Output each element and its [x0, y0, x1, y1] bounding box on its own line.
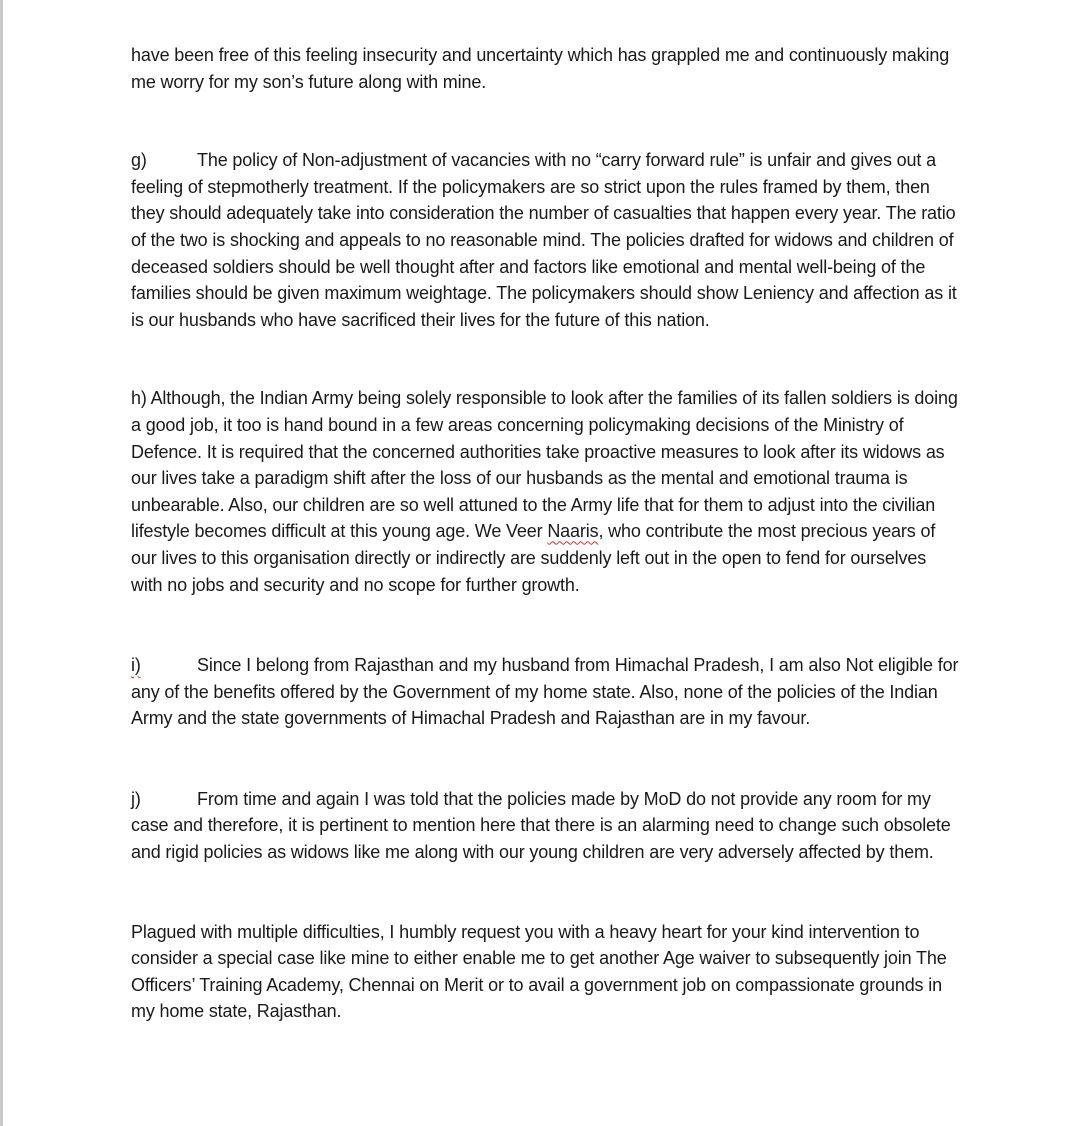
paragraph-text: have been free of this feeling insecurity and uncertainty which has grappled me and continuously making me worry for my son’s future along with mine. — [131, 45, 950, 92]
paragraph-text: Plagued with multiple difficulties, I humbly request you with a heavy heart for your kind intervention to consider a special case like mine to either enable me to get another Age waiver to subsequently join The Officers’ Training Academy, Chennai on Merit or to avail a government job on compassionate grounds in my home state, Rajasthan. — [131, 921, 947, 1022]
paragraph-i — [131, 652, 961, 732]
paragraph-h — [131, 385, 961, 598]
document-page — [131, 42, 961, 1025]
paragraph-text: Although, the Indian Army being solely responsible to look after the families of its fallen soldiers is doing a good job, it too is hand bound in a few areas concerning policymaking decisions of the Ministry of Defence. It is required that the concerned authorities take proactive measures to look after its widows as our lives take a paradigm shift after the loss of our husbands as the mental and emotional trauma is unbearable. Also, our children are so well attuned to the Army life that for them to adjust into the civilian lifestyle becomes difficult at this young age. We Veer — [131, 388, 958, 542]
paragraph-j — [131, 786, 961, 866]
paragraph-text: , who contribute the most precious years of our lives to this organisation directly or indirectly are suddenly left out in the open to fend for ourselves with no jobs and security and no scope for further growth. — [131, 521, 936, 595]
list-marker-g: g) — [131, 150, 147, 171]
list-marker-h: h) — [131, 388, 147, 409]
list-marker-j: j) — [131, 788, 141, 809]
paragraph-g — [131, 147, 961, 333]
paragraph-text: The policy of Non-adjustment of vacancies with no “carry forward rule” is unfair and gives out a feeling of stepmotherly treatment. If the policymakers are so strict upon the rules framed by them, then they should adequately take into consideration the number of casualties that happen every year. The ratio of the two is shocking and appeals to no reasonable mind. The policies drafted for widows and children of deceased soldiers should be well thought after and factors like emotional and mental well-being of the families should be given maximum weightage. The policymakers should show Leniency and affection as it is our husbands who have sacrificed their lives for the future of this nation. — [131, 150, 957, 330]
page-left-edge — [0, 0, 3, 1126]
paragraph-text: From time and again I was told that the policies made by MoD do not provide any room for my case and therefore, it is pertinent to mention here that there is an alarming need to change such obsolete and rigid policies as widows like me along with our young children are very adversely affected by them. — [131, 788, 951, 863]
list-marker-i: i) — [131, 655, 141, 676]
paragraph-closing — [131, 919, 961, 1025]
spellcheck-flagged-word[interactable]: Naaris — [547, 521, 599, 542]
paragraph-continuation — [131, 42, 961, 95]
paragraph-text: Since I belong from Rajasthan and my husband from Himachal Pradesh, I am also Not eligible for any of the benefits offered by the Government of my home state. Also, none of the policies of the Indian Army and the state governments of Himachal Pradesh and Rajasthan are in my favour. — [131, 655, 959, 729]
